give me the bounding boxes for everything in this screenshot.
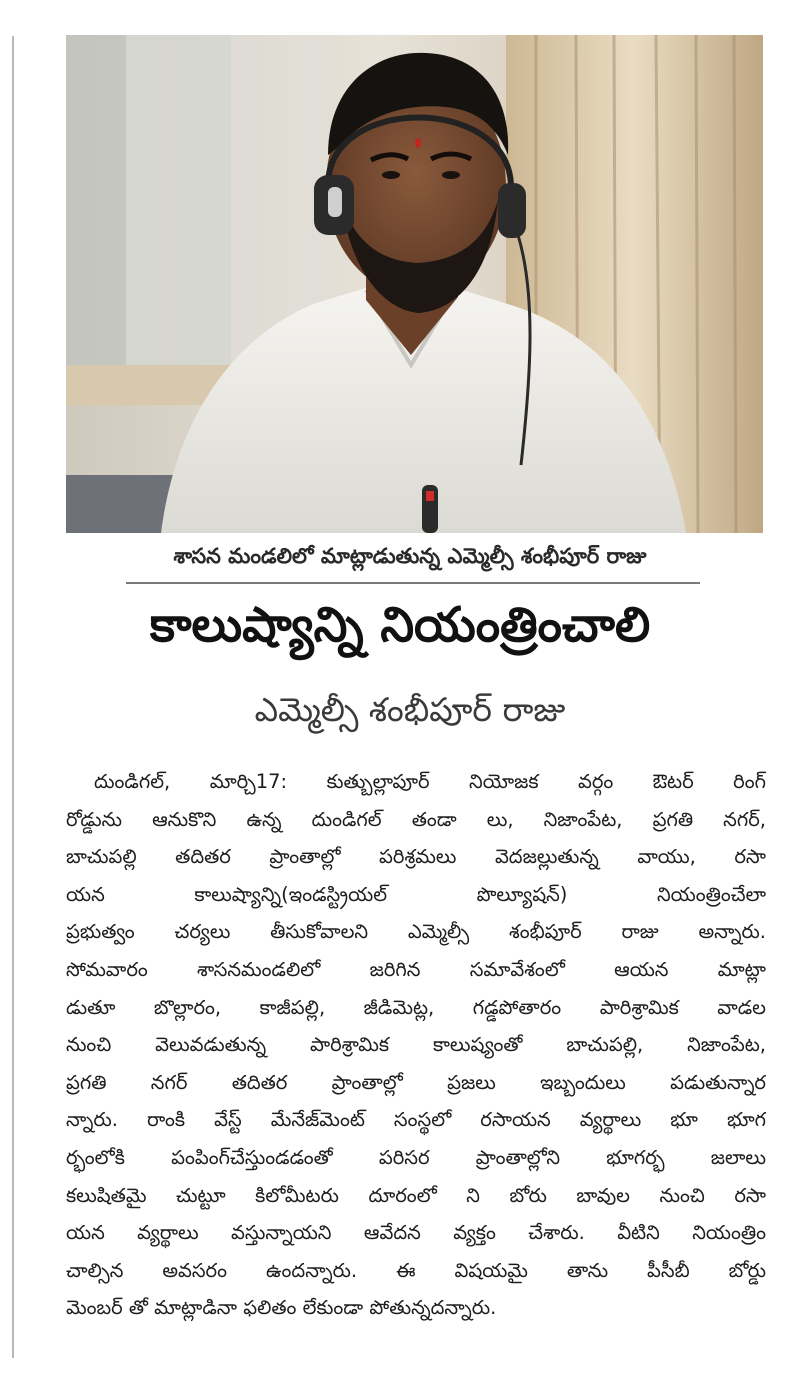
headline: కాలుష్యాన్ని నియంత్రించాలి <box>149 597 651 653</box>
article-line: ర్భంలోకి పంపింగ్‌చేస్తుండడంతో పరిసర ప్రాంతాల్లోని భూగర్భ జలాలు <box>66 1145 766 1169</box>
article-line: యన కాలుష్యాన్ని(ఇండస్ట్రియల్ పొల్యూషన్) నియంత్రించేలా <box>66 882 766 906</box>
article-line: కలుషితమై చుట్టూ కిలోమీటరు దూరంలో ని బోరు బావుల నుంచి రసా <box>66 1183 766 1207</box>
article-line: డుతూ బొల్లారం, కాజీపల్లి, జీడిమెట్ల, గడ్డపోతారం పారిశ్రామిక వాడల <box>66 995 766 1019</box>
article-line: దుండిగల్, మార్చి17: కుత్బుల్లాపూర్ నియోజక వర్గం ఔటర్ రింగ్ <box>94 770 766 793</box>
article-line: సోమవారం శాసనమండలిలో జరిగిన సమావేశంలో ఆయన మాట్లా <box>66 957 766 981</box>
article-line: మెంబర్ తో మాట్లాడినా ఫలితం లేకుండా పోతున్నదన్నారు. <box>66 1296 497 1320</box>
caption-divider <box>126 582 700 584</box>
article-line: నుంచి వెలువడుతున్న పారిశ్రామిక కాలుష్యంతో బాచుపల్లి, నిజాంపేట, <box>66 1033 766 1057</box>
article-line: చాల్సిన అవసరం ఉందన్నారు. ఈ విషయమై తాను పీసీబీ బోర్డు <box>66 1258 766 1282</box>
subheadline: ఎమ్మెల్సీ శంభీపూర్ రాజు <box>254 690 566 729</box>
article-line: న్నారు. రాంకి వేస్ట్ మేనేజ్‌మెంట్ సంస్థలో రసాయన వ్యర్థాలు భూ భూగ <box>66 1108 766 1132</box>
article-body <box>66 763 766 1327</box>
article-line: యన వ్యర్థాలు వస్తున్నాయని ఆవేదన వ్యక్తం చేశారు. వీటిని నియంత్రిం <box>66 1221 766 1245</box>
article-line: ప్రగతి నగర్ తదితర ప్రాంతాల్లో ప్రజలు ఇబ్బందులు పడుతున్నార <box>66 1070 766 1094</box>
photo-caption: శాసన మండలిలో మాట్లాడుతున్న ఎమ్మెల్సీ శంభీపూర్ రాజు <box>173 544 647 568</box>
article-line: రోడ్డును ఆనుకొని ఉన్న దుండిగల్ తండా లు, నిజాంపేట, ప్రగతి నగర్, <box>66 807 766 831</box>
article-line: బాచుపల్లి తదితర ప్రాంతాల్లో పరిశ్రమలు వెదజల్లుతున్న వాయు, రసా <box>66 845 766 869</box>
column-divider <box>12 36 14 1358</box>
article-line: ప్రభుత్వం చర్యలు తీసుకోవాలని ఎమ్మెల్సీ శంభీపూర్ రాజు అన్నారు. <box>66 920 766 944</box>
news-photo <box>66 35 763 533</box>
